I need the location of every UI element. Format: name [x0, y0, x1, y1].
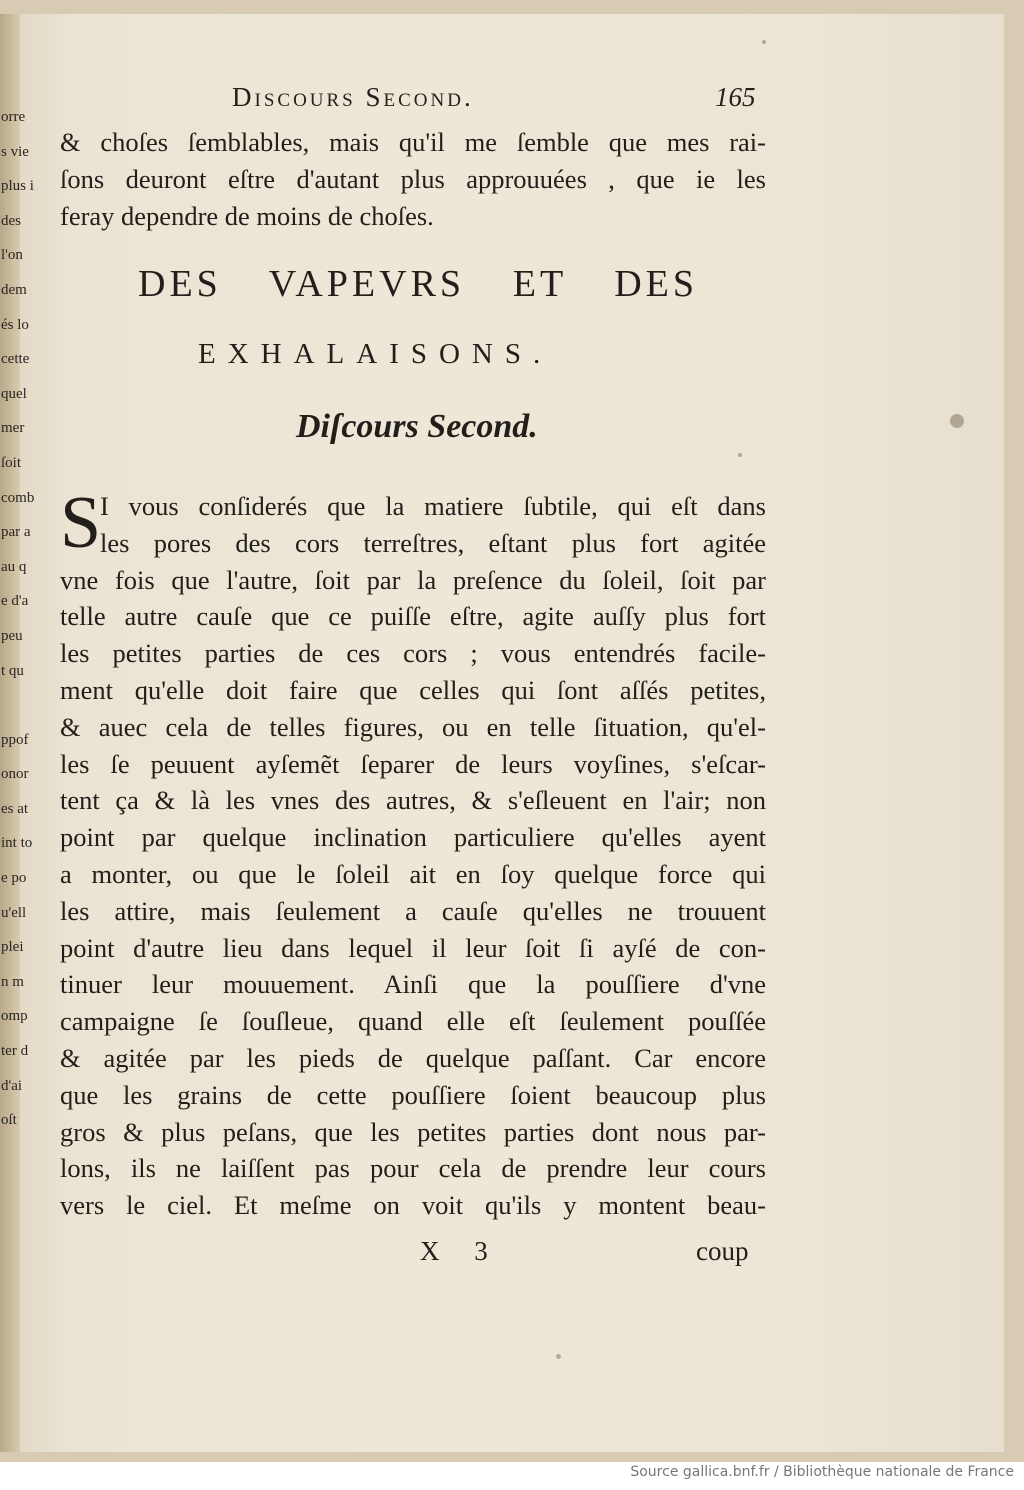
- text-line: lons, ils ne laiſſent pas pour cela de prendre leur cours: [60, 1153, 766, 1184]
- foxing-spot: [738, 453, 742, 457]
- text-line: tinuer leur mouuement. Ainſi que la pouſſiere d'vne: [60, 969, 766, 1000]
- foxing-spot: [762, 40, 766, 44]
- bleed-fragment: ter d: [1, 1043, 29, 1060]
- text-line: les pores des cors terreſtres, eſtant plus fort agitée: [100, 527, 766, 558]
- text-line: feray dependre de moins de choſes.: [60, 200, 434, 231]
- bleed-fragment: n m: [1, 973, 24, 990]
- bleed-fragment: mer: [1, 420, 25, 437]
- chapter-subtitle: Diſcours Second.: [296, 408, 538, 445]
- text-line: les petites parties de ces cors ; vous entendrés facile-: [60, 638, 766, 669]
- text-line: point d'autre lieu dans lequel il leur ſoit ſi ayſé de con-: [60, 932, 766, 963]
- bleed-fragment: par a: [1, 524, 31, 541]
- bleed-fragment: és lo: [1, 316, 29, 333]
- bleed-fragment: oſt: [1, 1112, 17, 1129]
- text-line: point par quelque inclination particuliere qu'elles ayent: [60, 822, 766, 853]
- bleed-fragment: dem: [1, 281, 27, 298]
- bleed-fragment: ſoit: [1, 454, 22, 471]
- text-line: vne fois que l'autre, ſoit par la preſence du ſoleil, ſoit par: [60, 564, 766, 595]
- bleed-fragment: e d'a: [1, 593, 29, 610]
- text-line: telle autre cauſe que ce puiſſe eſtre, agite auſſy plus fort: [60, 601, 766, 632]
- text-line: que les grains de cette pouſſiere ſoient beaucoup plus: [60, 1079, 766, 1110]
- bleed-fragment: e po: [1, 870, 27, 887]
- chapter-title-line2: EXHALAISONS.: [198, 338, 553, 370]
- bleed-fragment: omp: [1, 1008, 28, 1025]
- bleed-fragment: au q: [1, 558, 27, 575]
- text-line: gros & plus peſans, que les petites parties dont nous par-: [60, 1116, 766, 1147]
- text-line: & auec cela de telles figures, ou en telle ſituation, qu'el-: [60, 711, 766, 742]
- running-head: Discours Second.: [232, 82, 474, 112]
- chapter-title-line1: DES VAPEVRS ET DES: [138, 263, 698, 305]
- bleed-fragment: int to: [1, 835, 33, 852]
- page-number: 165: [715, 82, 756, 112]
- bleed-fragment: onor: [1, 766, 29, 783]
- bleed-fragment: plus i: [1, 178, 34, 195]
- text-line: ment qu'elle doit faire que celles qui ſont aſſés petites,: [60, 674, 766, 705]
- signature-mark: X 3: [420, 1236, 502, 1266]
- foxing-spot: [950, 414, 964, 428]
- text-line: tent ça & là les vnes des autres, & s'eſleuent en l'air; non: [60, 785, 766, 816]
- bleed-fragment: peu: [1, 627, 23, 644]
- bleed-fragment: s vie: [1, 143, 29, 160]
- bleed-fragment: des: [1, 212, 21, 229]
- text-line: a monter, ou que le ſoleil ait en ſoy quelque force qui: [60, 858, 766, 889]
- bleed-fragment: es at: [1, 800, 29, 817]
- bleed-fragment: u'ell: [1, 904, 27, 921]
- bleed-fragment: orre: [1, 109, 26, 125]
- bleed-fragment: comb: [1, 489, 35, 506]
- text-line: & agitée par les pieds de quelque paſſant. Car encore: [60, 1042, 766, 1073]
- bleed-fragment: quel: [1, 385, 27, 402]
- text-line: les ſe peuuent ayſemẽt ſeparer de leurs voyſines, s'eſcar-: [60, 748, 766, 779]
- bleed-fragment: t qu: [1, 662, 24, 679]
- foxing-spot: [556, 1354, 561, 1359]
- bleed-fragment: cette: [1, 351, 30, 368]
- bleed-fragment: l'on: [1, 247, 23, 264]
- text-line: I vous conſiderés que la matiere ſubtile, qui eſt dans: [100, 491, 766, 521]
- continuation-text: [60, 124, 766, 234]
- text-line: & choſes ſemblables, mais qu'il me ſemble que mes rai-: [60, 127, 766, 157]
- bleed-fragment: [1, 688, 29, 723]
- source-credit: Source gallica.bnf.fr / Bibliothèque nationale de France: [630, 1464, 1014, 1480]
- text-line: campaigne ſe ſouſleue, quand elle eſt ſeulement pouſſée: [60, 1006, 766, 1037]
- body-text: [60, 482, 766, 1224]
- text-line: vers le ciel. Et meſme on voit qu'ils y montent beau-: [60, 1190, 766, 1221]
- catchword: coup: [696, 1236, 749, 1266]
- bleed-fragment: d'ai: [1, 1077, 23, 1094]
- drop-cap: S: [60, 482, 102, 564]
- facing-page-bleed: [1, 100, 35, 1138]
- bleed-fragment: ppof: [1, 731, 29, 748]
- bleed-fragment: plei: [1, 939, 24, 956]
- text-line: les attire, mais ſeulement a cauſe qu'elles ne trouuent: [60, 895, 766, 926]
- text-line: ſons deuront eſtre d'autant plus approuuées , que ie les: [60, 163, 766, 194]
